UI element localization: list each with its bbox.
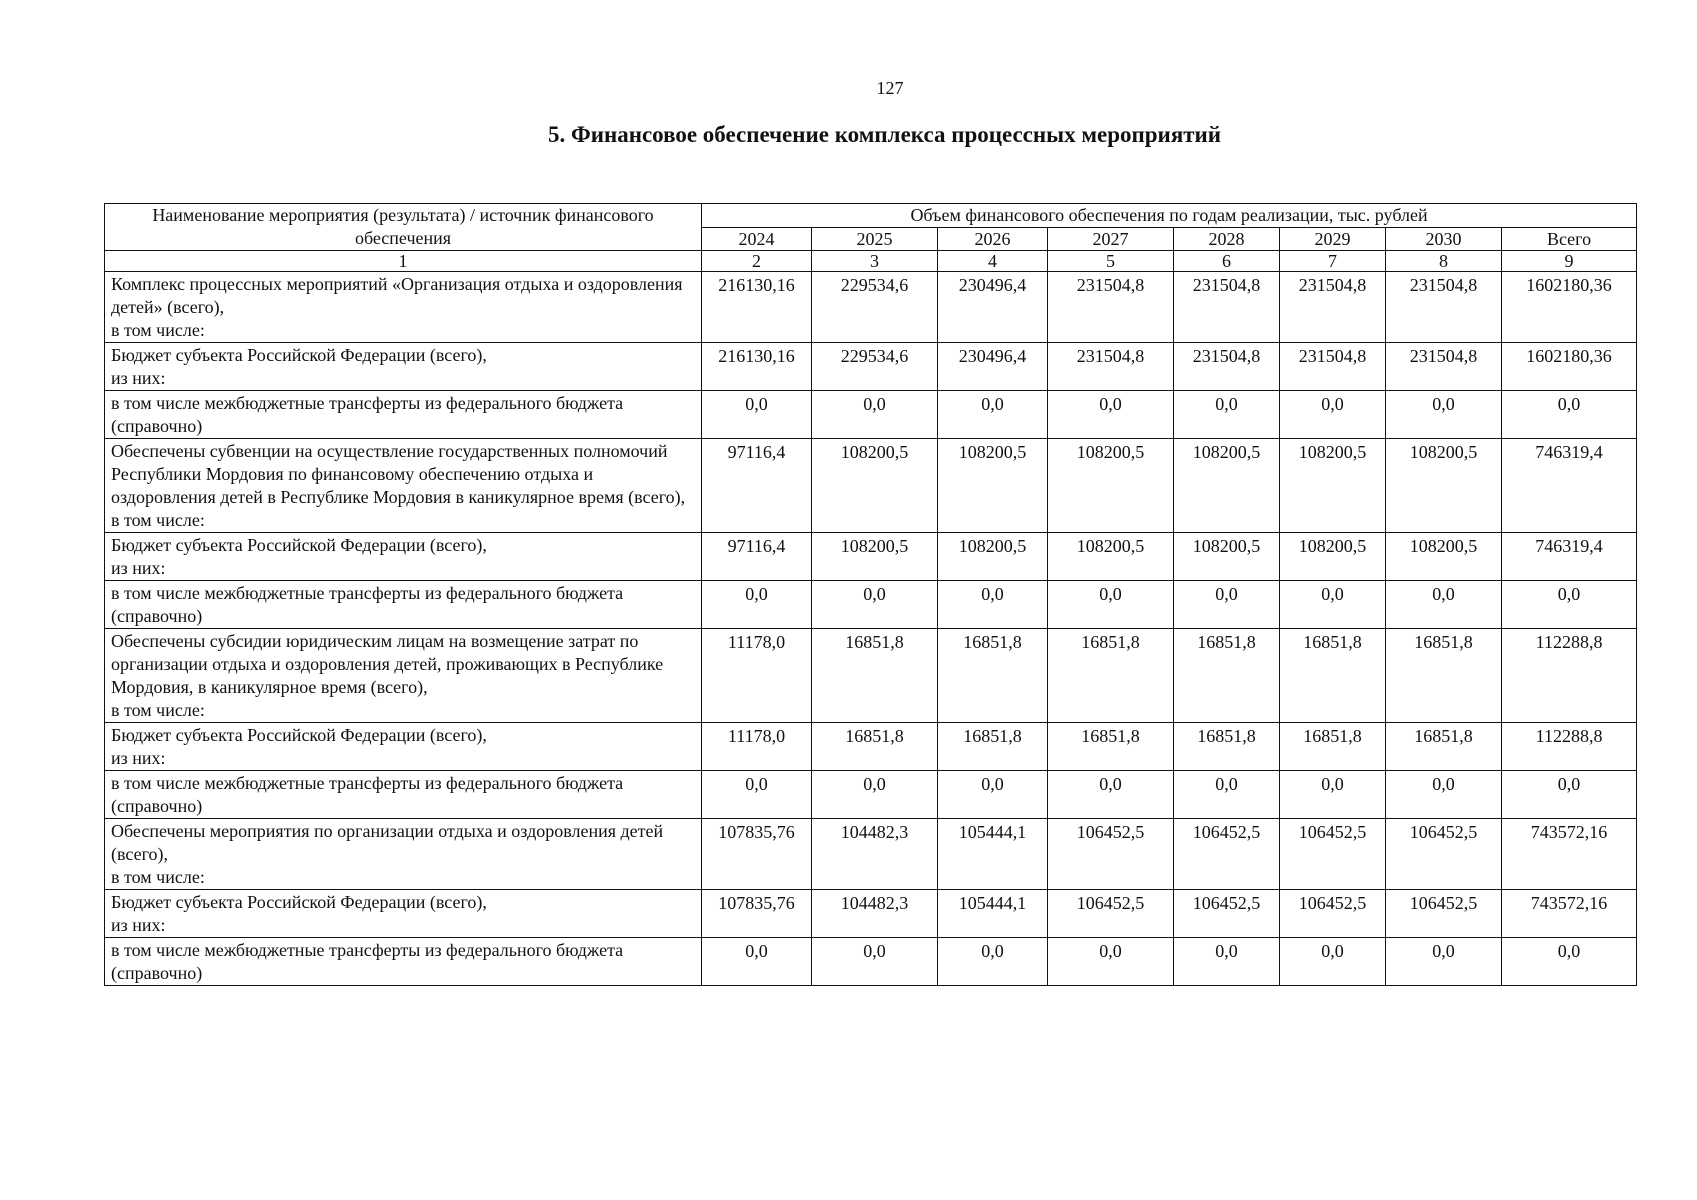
row-value-cell: 0,0 <box>938 938 1048 986</box>
row-value-cell: 0,0 <box>812 391 938 439</box>
row-name-cell: Обеспечены субсидии юридическим лицам на возмещение затрат по организации отдыха и оздоровления детей, проживающих в Республике Мордовия, в каникулярное время (всего), в том числе: <box>105 629 702 723</box>
financial-table-container <box>104 203 1636 986</box>
row-value-cell: 0,0 <box>1048 391 1174 439</box>
header-year: 2028 <box>1174 228 1280 251</box>
row-value-cell: 108200,5 <box>1386 533 1502 581</box>
table-row <box>105 890 1637 938</box>
row-value-cell: 229534,6 <box>812 343 938 391</box>
row-value-cell: 16851,8 <box>812 723 938 771</box>
row-value-cell: 0,0 <box>1280 581 1386 629</box>
row-value-cell: 0,0 <box>702 391 812 439</box>
row-value-cell: 0,0 <box>1174 771 1280 819</box>
row-value-cell: 106452,5 <box>1386 890 1502 938</box>
row-total-cell: 1602180,36 <box>1502 272 1637 343</box>
row-value-cell: 106452,5 <box>1280 819 1386 890</box>
row-value-cell: 97116,4 <box>702 439 812 533</box>
table-body <box>105 272 1637 986</box>
row-value-cell: 0,0 <box>702 581 812 629</box>
row-value-cell: 16851,8 <box>938 629 1048 723</box>
row-value-cell: 0,0 <box>1174 938 1280 986</box>
row-value-cell: 16851,8 <box>1174 723 1280 771</box>
row-value-cell: 106452,5 <box>1048 890 1174 938</box>
header-year: 2029 <box>1280 228 1386 251</box>
row-value-cell: 16851,8 <box>1280 629 1386 723</box>
table-row <box>105 391 1637 439</box>
row-value-cell: 0,0 <box>702 771 812 819</box>
row-value-cell: 106452,5 <box>1048 819 1174 890</box>
header-row <box>105 204 1637 228</box>
row-name-cell: в том числе межбюджетные трансферты из федерального бюджета (справочно) <box>105 581 702 629</box>
row-value-cell: 104482,3 <box>812 819 938 890</box>
row-value-cell: 231504,8 <box>1280 272 1386 343</box>
section-title: 5. Финансовое обеспечение комплекса процессных мероприятий <box>547 122 1222 147</box>
row-value-cell: 231504,8 <box>1048 343 1174 391</box>
row-value-cell: 16851,8 <box>1048 629 1174 723</box>
table-row <box>105 771 1637 819</box>
column-number: 6 <box>1174 251 1280 272</box>
column-number: 9 <box>1502 251 1637 272</box>
row-value-cell: 108200,5 <box>1174 533 1280 581</box>
row-name-cell: Бюджет субъекта Российской Федерации (всего), из них: <box>105 890 702 938</box>
row-value-cell: 105444,1 <box>938 890 1048 938</box>
row-value-cell: 16851,8 <box>812 629 938 723</box>
row-total-cell: 112288,8 <box>1502 629 1637 723</box>
row-name-cell: Обеспечены мероприятия по организации отдыха и оздоровления детей (всего), в том числе: <box>105 819 702 890</box>
column-number: 4 <box>938 251 1048 272</box>
column-number: 3 <box>812 251 938 272</box>
row-name-cell: Бюджет субъекта Российской Федерации (всего), из них: <box>105 533 702 581</box>
column-number-row <box>105 251 1637 272</box>
column-number: 8 <box>1386 251 1502 272</box>
column-number: 7 <box>1280 251 1386 272</box>
row-name-cell: в том числе межбюджетные трансферты из федерального бюджета (справочно) <box>105 938 702 986</box>
row-total-cell: 112288,8 <box>1502 723 1637 771</box>
row-value-cell: 230496,4 <box>938 272 1048 343</box>
row-value-cell: 0,0 <box>702 938 812 986</box>
row-value-cell: 97116,4 <box>702 533 812 581</box>
row-value-cell: 231504,8 <box>1048 272 1174 343</box>
row-value-cell: 0,0 <box>1048 771 1174 819</box>
row-name-cell: Обеспечены субвенции на осуществление государственных полномочий Республики Мордовия по финансовому обеспечению отдыха и оздоровления детей в Республике Мордовия в каникулярное время (всего), в том числе: <box>105 439 702 533</box>
row-value-cell: 0,0 <box>1280 771 1386 819</box>
header-volume-group: Объем финансового обеспечения по годам реализации, тыс. рублей <box>702 204 1637 228</box>
row-value-cell: 230496,4 <box>938 343 1048 391</box>
row-name-cell: в том числе межбюджетные трансферты из федерального бюджета (справочно) <box>105 391 702 439</box>
row-value-cell: 0,0 <box>1048 581 1174 629</box>
table-row <box>105 938 1637 986</box>
row-value-cell: 0,0 <box>1386 771 1502 819</box>
row-value-cell: 106452,5 <box>1280 890 1386 938</box>
row-value-cell: 108200,5 <box>938 533 1048 581</box>
row-value-cell: 108200,5 <box>812 533 938 581</box>
header-year: 2025 <box>812 228 938 251</box>
header-total: Всего <box>1502 228 1637 251</box>
row-value-cell: 108200,5 <box>812 439 938 533</box>
row-value-cell: 0,0 <box>938 771 1048 819</box>
table-row <box>105 343 1637 391</box>
row-value-cell: 107835,76 <box>702 819 812 890</box>
header-name-column: Наименование мероприятия (результата) / источник финансового обеспечения <box>105 204 702 251</box>
row-value-cell: 108200,5 <box>1048 439 1174 533</box>
row-name-cell: Бюджет субъекта Российской Федерации (всего), из них: <box>105 343 702 391</box>
table-row <box>105 581 1637 629</box>
table-row <box>105 272 1637 343</box>
column-number: 1 <box>105 251 702 272</box>
row-value-cell: 0,0 <box>1174 581 1280 629</box>
row-value-cell: 108200,5 <box>1174 439 1280 533</box>
row-value-cell: 0,0 <box>1386 391 1502 439</box>
row-value-cell: 108200,5 <box>938 439 1048 533</box>
page-number: 127 <box>876 78 904 98</box>
row-value-cell: 16851,8 <box>1386 629 1502 723</box>
financial-table <box>104 203 1637 986</box>
column-number: 5 <box>1048 251 1174 272</box>
row-value-cell: 11178,0 <box>702 723 812 771</box>
row-value-cell: 231504,8 <box>1174 343 1280 391</box>
row-value-cell: 16851,8 <box>1174 629 1280 723</box>
row-value-cell: 11178,0 <box>702 629 812 723</box>
row-value-cell: 0,0 <box>812 771 938 819</box>
row-value-cell: 0,0 <box>938 391 1048 439</box>
row-total-cell: 746319,4 <box>1502 533 1637 581</box>
row-name-cell: Комплекс процессных мероприятий «Организация отдыха и оздоровления детей» (всего), в том числе: <box>105 272 702 343</box>
row-total-cell: 746319,4 <box>1502 439 1637 533</box>
header-year: 2026 <box>938 228 1048 251</box>
row-value-cell: 108200,5 <box>1386 439 1502 533</box>
row-value-cell: 16851,8 <box>1280 723 1386 771</box>
row-value-cell: 16851,8 <box>938 723 1048 771</box>
row-value-cell: 16851,8 <box>1048 723 1174 771</box>
table-row <box>105 439 1637 533</box>
row-value-cell: 106452,5 <box>1386 819 1502 890</box>
row-value-cell: 229534,6 <box>812 272 938 343</box>
row-value-cell: 106452,5 <box>1174 819 1280 890</box>
row-value-cell: 0,0 <box>1386 938 1502 986</box>
header-year: 2024 <box>702 228 812 251</box>
row-total-cell: 0,0 <box>1502 581 1637 629</box>
header-year: 2030 <box>1386 228 1502 251</box>
row-value-cell: 104482,3 <box>812 890 938 938</box>
table-row <box>105 629 1637 723</box>
row-value-cell: 16851,8 <box>1386 723 1502 771</box>
table-row <box>105 819 1637 890</box>
row-value-cell: 216130,16 <box>702 272 812 343</box>
row-value-cell: 231504,8 <box>1174 272 1280 343</box>
row-value-cell: 231504,8 <box>1386 272 1502 343</box>
header-year: 2027 <box>1048 228 1174 251</box>
row-value-cell: 216130,16 <box>702 343 812 391</box>
row-total-cell: 0,0 <box>1502 391 1637 439</box>
row-value-cell: 0,0 <box>1280 938 1386 986</box>
row-value-cell: 0,0 <box>812 581 938 629</box>
column-number: 2 <box>702 251 812 272</box>
row-value-cell: 0,0 <box>1174 391 1280 439</box>
row-value-cell: 108200,5 <box>1280 439 1386 533</box>
row-value-cell: 231504,8 <box>1280 343 1386 391</box>
table-row <box>105 533 1637 581</box>
row-value-cell: 0,0 <box>938 581 1048 629</box>
row-value-cell: 0,0 <box>1280 391 1386 439</box>
row-value-cell: 0,0 <box>1048 938 1174 986</box>
row-name-cell: Бюджет субъекта Российской Федерации (всего), из них: <box>105 723 702 771</box>
row-value-cell: 0,0 <box>1386 581 1502 629</box>
row-value-cell: 106452,5 <box>1174 890 1280 938</box>
row-total-cell: 0,0 <box>1502 938 1637 986</box>
row-total-cell: 1602180,36 <box>1502 343 1637 391</box>
row-total-cell: 743572,16 <box>1502 890 1637 938</box>
row-name-cell: в том числе межбюджетные трансферты из федерального бюджета (справочно) <box>105 771 702 819</box>
row-total-cell: 743572,16 <box>1502 819 1637 890</box>
row-value-cell: 231504,8 <box>1386 343 1502 391</box>
table-row <box>105 723 1637 771</box>
row-value-cell: 108200,5 <box>1048 533 1174 581</box>
row-total-cell: 0,0 <box>1502 771 1637 819</box>
row-value-cell: 107835,76 <box>702 890 812 938</box>
row-value-cell: 108200,5 <box>1280 533 1386 581</box>
row-value-cell: 0,0 <box>812 938 938 986</box>
row-value-cell: 105444,1 <box>938 819 1048 890</box>
